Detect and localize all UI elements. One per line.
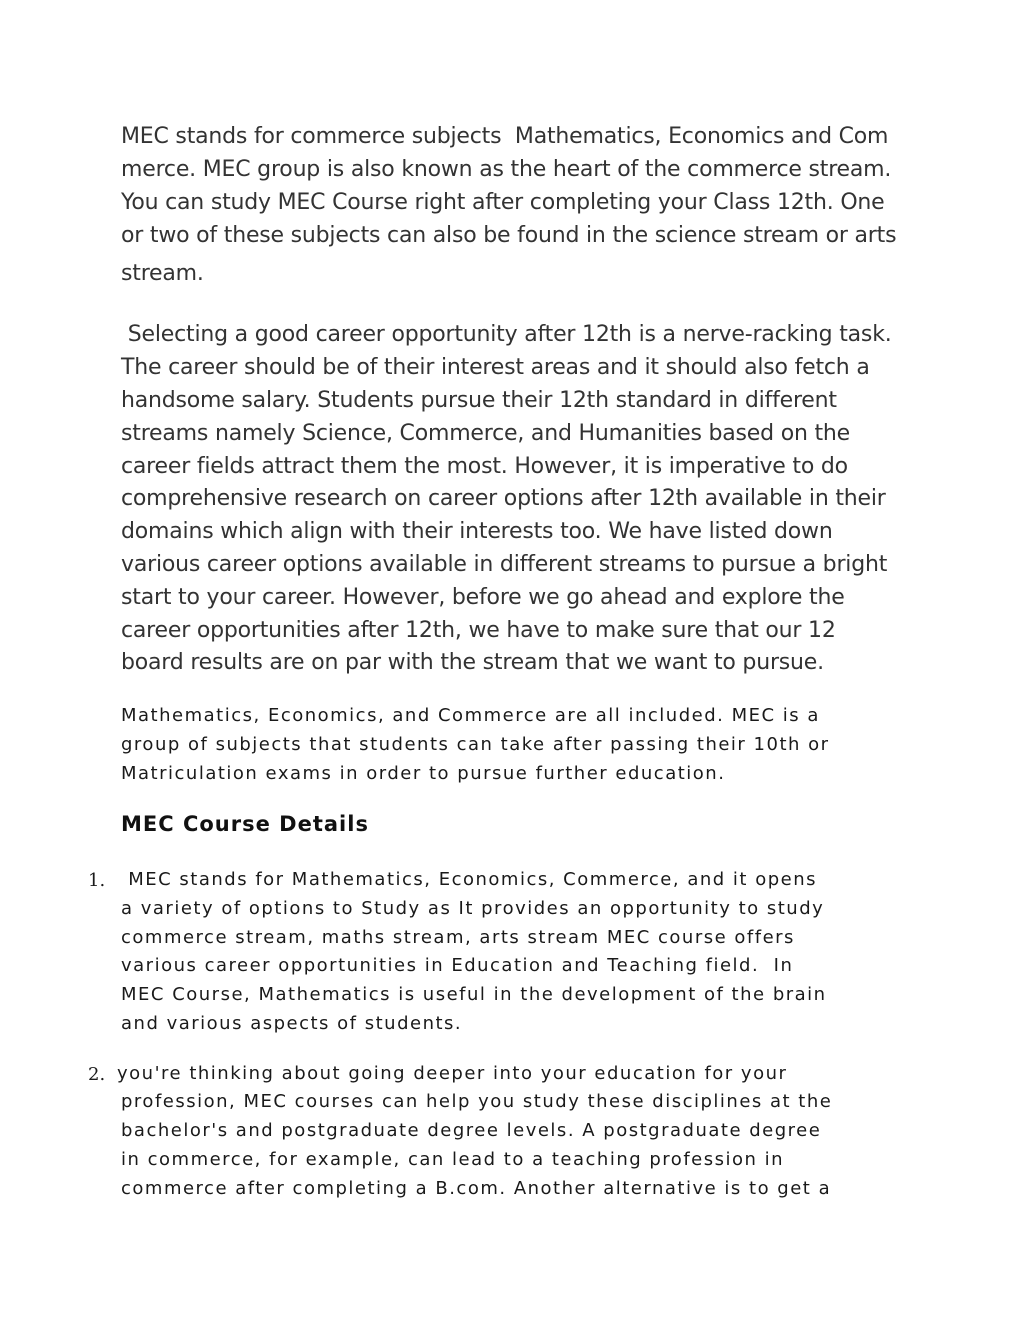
text-line: commerce after completing a B.com. Another alternative is to get a xyxy=(121,1178,832,1199)
text-line: You can study MEC Course right after completing your Class 12th. One xyxy=(121,190,885,215)
text-line: you're thinking about going deeper into your education for your xyxy=(117,1063,788,1084)
text-line: The career should be of their interest areas and it should also fetch a xyxy=(121,355,870,380)
text-line: or two of these subjects can also be found in the science stream or arts xyxy=(121,223,897,248)
list-number: 2. xyxy=(88,1064,106,1085)
text-line: domains which align with their interests too. We have listed down xyxy=(121,519,833,544)
text-line: bachelor's and postgraduate degree levels. A postgraduate degree xyxy=(121,1120,822,1141)
text-line: streams namely Science, Commerce, and Humanities based on the xyxy=(121,421,851,446)
text-line: MEC Course, Mathematics is useful in the development of the brain xyxy=(121,984,827,1005)
text-line: comprehensive research on career options after 12th available in their xyxy=(121,486,886,511)
text-line: MEC stands for commerce subjects Mathematics, Economics and Com xyxy=(121,124,889,149)
text-line: merce. MEC group is also known as the heart of the commerce stream. xyxy=(121,157,892,182)
text-line: various career opportunities in Education and Teaching field. In xyxy=(121,955,794,976)
text-line: start to your career. However, before we go ahead and explore the xyxy=(121,585,845,610)
section-heading: MEC Course Details xyxy=(121,812,369,836)
text-line: Mathematics, Economics, and Commerce are all included. MEC is a xyxy=(121,705,820,726)
text-line: handsome salary. Students pursue their 12th standard in different xyxy=(121,388,837,413)
text-line: board results are on par with the stream that we want to pursue. xyxy=(121,650,824,675)
text-line: Matriculation exams in order to pursue further education. xyxy=(121,763,726,784)
text-line: MEC stands for Mathematics, Economics, Commerce, and it opens xyxy=(121,869,817,890)
text-line: various career options available in different streams to pursue a bright xyxy=(121,552,888,577)
text-line: profession, MEC courses can help you study these disciplines at the xyxy=(121,1091,833,1112)
text-line: a variety of options to Study as It provides an opportunity to study xyxy=(121,898,825,919)
text-line: stream. xyxy=(121,261,204,286)
text-line: commerce stream, maths stream, arts stream MEC course offers xyxy=(121,927,795,948)
text-line: group of subjects that students can take after passing their 10th or xyxy=(121,734,830,755)
text-line: and various aspects of students. xyxy=(121,1013,463,1034)
text-line: career fields attract them the most. However, it is imperative to do xyxy=(121,454,848,479)
list-number: 1. xyxy=(88,870,106,891)
text-line: in commerce, for example, can lead to a teaching profession in xyxy=(121,1149,785,1170)
text-line: Selecting a good career opportunity after 12th is a nerve-racking task. xyxy=(121,322,892,347)
text-line: career opportunities after 12th, we have to make sure that our 12 xyxy=(121,618,836,643)
